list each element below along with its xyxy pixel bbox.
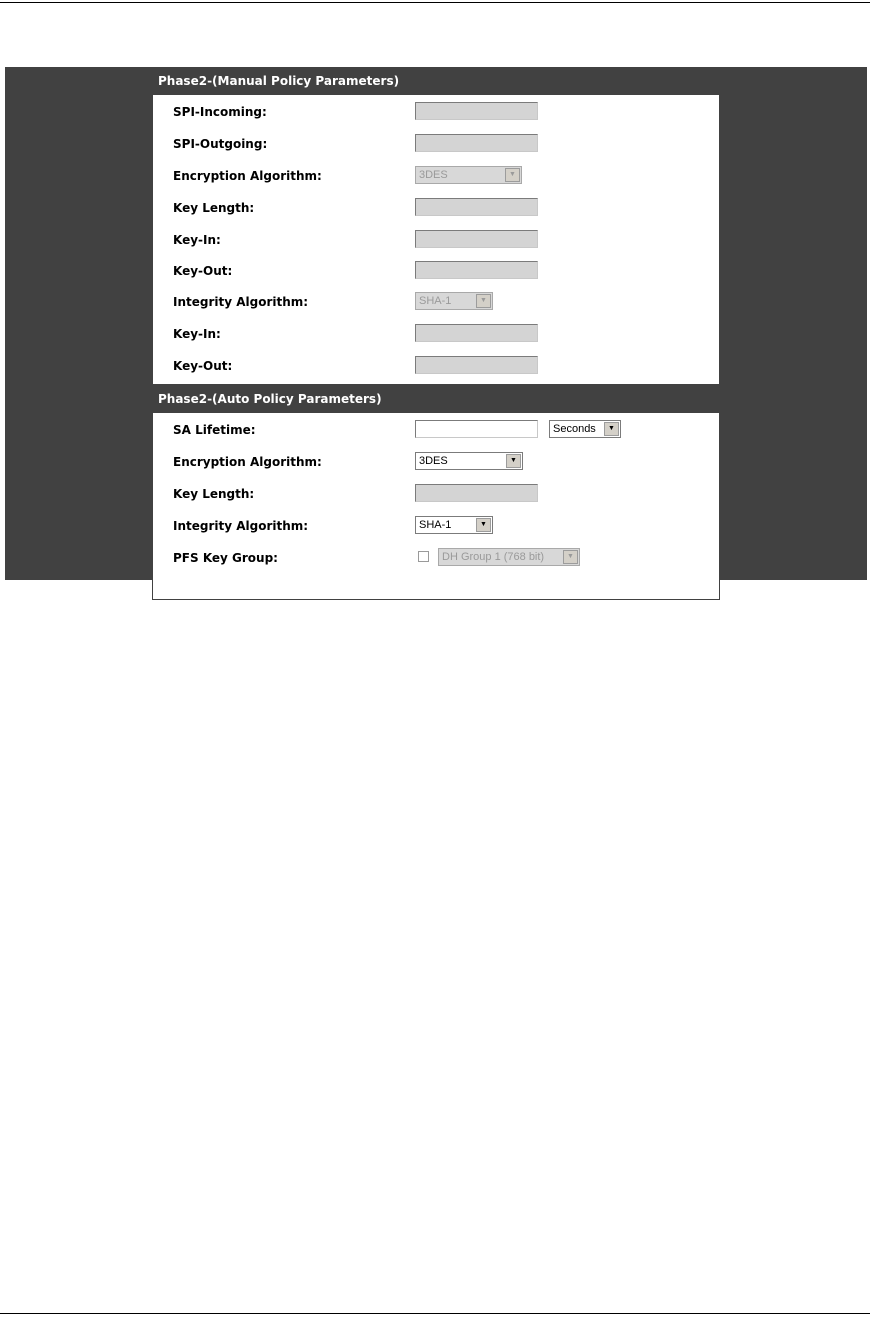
pfs-key-group-select[interactable] xyxy=(438,548,580,566)
pfs-key-group-row xyxy=(153,548,719,568)
auto-key-length-label: Key Length: xyxy=(173,487,255,501)
spi-outgoing-label: SPI-Outgoing: xyxy=(173,137,268,151)
chevron-down-icon: ▼ xyxy=(563,550,578,564)
page-top-rule xyxy=(0,2,870,3)
auto-encryption-value: 3DES xyxy=(419,455,448,467)
chevron-down-icon: ▼ xyxy=(505,168,520,182)
auto-policy-body xyxy=(152,413,720,600)
auto-integrity-label: Integrity Algorithm: xyxy=(173,519,309,533)
manual-encryption-row xyxy=(153,166,719,186)
pfs-key-group-label: PFS Key Group: xyxy=(173,551,278,565)
sa-lifetime-row xyxy=(153,420,719,440)
manual-encryption-value: 3DES xyxy=(419,169,448,181)
integrity-key-in-input[interactable] xyxy=(415,324,538,342)
auto-integrity-row xyxy=(153,516,719,536)
page-bottom-rule xyxy=(0,1313,870,1314)
chevron-down-icon: ▼ xyxy=(604,422,619,436)
manual-integrity-select[interactable] xyxy=(415,292,493,310)
key-out-row xyxy=(153,261,719,281)
manual-policy-body xyxy=(152,95,720,385)
auto-integrity-select[interactable] xyxy=(415,516,493,534)
chevron-down-icon: ▼ xyxy=(476,294,491,308)
sa-lifetime-input[interactable] xyxy=(415,420,538,438)
auto-encryption-select[interactable] xyxy=(415,452,523,470)
key-in-input[interactable] xyxy=(415,230,538,248)
manual-key-length-input[interactable] xyxy=(415,198,538,216)
key-in-label: Key-In: xyxy=(173,233,221,247)
manual-key-length-row xyxy=(153,198,719,218)
manual-integrity-row xyxy=(153,292,719,312)
key-out-input[interactable] xyxy=(415,261,538,279)
auto-encryption-row xyxy=(153,452,719,472)
integrity-key-out-row xyxy=(153,356,719,376)
manual-integrity-label: Integrity Algorithm: xyxy=(173,295,309,309)
manual-encryption-label: Encryption Algorithm: xyxy=(173,169,322,183)
manual-policy-panel xyxy=(150,67,722,385)
auto-integrity-value: SHA-1 xyxy=(419,519,452,531)
integrity-key-out-label: Key-Out: xyxy=(173,359,233,373)
integrity-key-in-label: Key-In: xyxy=(173,327,221,341)
spi-incoming-input[interactable] xyxy=(415,102,538,120)
manual-integrity-value: SHA-1 xyxy=(419,295,452,307)
right-dark-band xyxy=(722,67,867,580)
manual-key-length-label: Key Length: xyxy=(173,201,255,215)
spi-outgoing-input[interactable] xyxy=(415,134,538,152)
manual-encryption-select[interactable] xyxy=(415,166,522,184)
sa-lifetime-unit-select[interactable] xyxy=(549,420,621,438)
auto-key-length-input[interactable] xyxy=(415,484,538,502)
left-dark-band xyxy=(5,67,150,580)
auto-key-length-row xyxy=(153,484,719,504)
sa-lifetime-unit-value: Seconds xyxy=(553,423,596,435)
auto-policy-title: Phase2-(Auto Policy Parameters) xyxy=(150,385,722,413)
sa-lifetime-label: SA Lifetime: xyxy=(173,423,256,437)
spi-incoming-row xyxy=(153,102,719,122)
auto-policy-panel xyxy=(150,385,722,600)
manual-policy-title: Phase2-(Manual Policy Parameters) xyxy=(150,67,722,95)
spi-incoming-label: SPI-Incoming: xyxy=(173,105,267,119)
integrity-key-out-input[interactable] xyxy=(415,356,538,374)
pfs-key-group-value: DH Group 1 (768 bit) xyxy=(442,551,545,563)
key-out-label: Key-Out: xyxy=(173,264,233,278)
spi-outgoing-row xyxy=(153,134,719,154)
integrity-key-in-row xyxy=(153,324,719,344)
key-in-row xyxy=(153,230,719,250)
chevron-down-icon: ▼ xyxy=(506,454,521,468)
chevron-down-icon: ▼ xyxy=(476,518,491,532)
auto-encryption-label: Encryption Algorithm: xyxy=(173,455,322,469)
pfs-enable-checkbox[interactable] xyxy=(418,551,429,562)
